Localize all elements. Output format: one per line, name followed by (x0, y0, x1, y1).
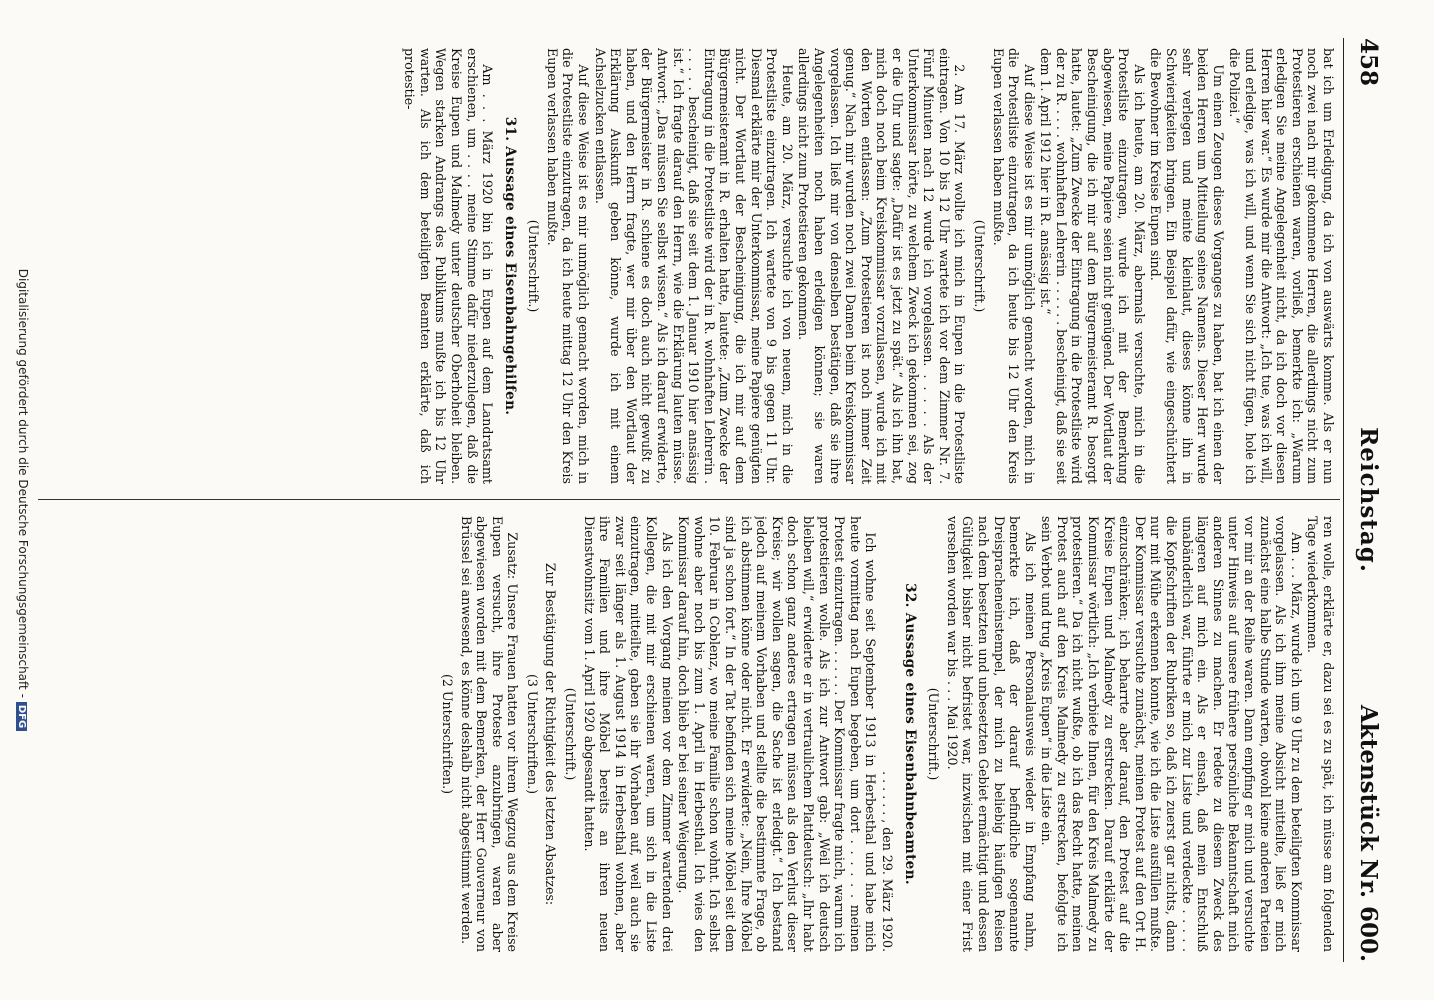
paragraph: Als ich den Vorgang meinen vor dem Zimmer wartenden drei Kollegen, die mit mir erschienen waren, um sich in die Liste einzutragen, mitteilte, gaben sie ihr Vorhaben auf, weil auch sie zwar seit länger als 1. August 1914 in Herbesthal wohnen, aber ihre Familien und ihre Möbel bereits an ihren neuen Dienstwohnsitz vom 1. April 1920 abgesandt hatten. (581, 516, 675, 952)
paragraph: Heute, am 20. März, versuchte ich von neuem, mich in die Protestliste einzutragen. Ich wartete von 9 bis gegen 11 Uhr. Diesmal erklärte mir der Unterkommissar, meine Papiere genügten nicht. Der Wortlaut der Bescheinigung, die ich mir auf dem Bürgermeisteramt in R. erhalten hatte, lautete: „Zum Zwecke der Eintragung in die Protestliste wird der in R. wohnhaften Lehrerin . . . . . . bescheinigt, daß sie seit dem 1. Januar 1910 hier ansässig ist.“ Ich fragte darauf den Herrn, wie die Erklärung lauten müsse. Antwort: „Das müssen Sie selbst wissen.“ Als ich darauf erwiderte, der Bürgermeister in R. schiene es doch auch nicht gewußt zu haben, und den Herrn fragte, wer mir über den Wortlaut der Erklärung Auskunft geben könne, wurde ich mit einem Achselzucken entlassen. (592, 48, 795, 484)
running-title: Reichstag. (1355, 427, 1382, 573)
paragraph: Als ich meinen Personalausweis wieder in Empfang nahm, bemerkte ich, daß der darauf befindliche sogenannte Dreispracheneinstempel, der mich zu beliebig häufigen Reisen nach dem besetzten und unbesetzten Gebiet ermächtigt und dessen Gültigkeit bisher nicht befristet war, inzwischen mit einer Frist versehen worden war bis . . . Mai 1920. (944, 516, 1038, 952)
paragraph: Zusatz: Unsere Frauen hatten vor ihrem Wegzug aus dem Kreise Eupen versucht, ihre Proteste anzubringen, waren aber abgewiesen worden mit dem Bemerken, der Herr Gouverneur von Brüssel sei anwesend, es könne deshalb nicht abgestimmt werden. (458, 516, 521, 952)
paragraph: Am . . . März 1920 bin ich in Eupen auf dem Landratsamt erschienen, um . . . . meine Stimme dafür niederzulegen, daß die Kreise Eupen und Malmedy unter deutscher Oberhoheit bleiben. Wegen starken Andrangs des Publikums mußte ich bis 12 Uhr warten. Als ich dem beteiligten Beamten erklärte, daß ich protestie- (402, 48, 496, 484)
right-column (36, 516, 1336, 952)
signature-note: (2 Unterschriften.) (439, 673, 455, 795)
paragraph: Als ich heute, am 20. März, abermals versuchte, mich in die Protestliste einzutragen, wurde ich mit der Bemerkung abgewiesen, meine Papiere seien nicht genügend. Der Wortlaut der Bescheinigung, die ich mir auf dem Bürgermeisteramt R. besorgt hatte, lautet: „Zum Zwecke der Eintragung in die Protestliste wird der zu R. . . . . wohnhaften Lehrerin . . . . . . bescheinigt, daß sie seit dem 1. April 1912 hier in R. ansässig ist.“ (1038, 48, 1147, 484)
paragraph: Um einen Zeugen dieses Vorganges zu haben, bat ich einen der beiden Herren um Mitteilung seines Namens. Dieser Herr wurde sehr verlegen und meinte kleinlaut, dieses könne ihn in Schwierigkeiten bringen. Ein Beispiel dafür, wie eingeschüchtert die Bewohner im Kreise Eupen sind. (1148, 48, 1226, 484)
paragraph: Auf diese Weise ist es mir unmöglich gemacht worden, mich in die Protestliste einzutragen, da ich heute bis 12 Uhr den Kreis Eupen verlassen haben mußte. (990, 48, 1037, 484)
page-number: 458 (1355, 38, 1382, 87)
section-heading: 31. Aussage eines Eisenbahngehilfen. (501, 116, 518, 416)
section-heading: 32. Aussage eines Eisenbahnbeamten. (901, 583, 918, 885)
paragraph: Auf diese Weise ist es mir unmöglich gemacht worden, mich in die Protestliste einzutragen, da ich heute mittag 12 Uhr den Kreis Eupen verlassen haben mußte. (544, 48, 592, 484)
left-column (36, 48, 1336, 484)
digitization-text: Digitalisierung gefördert durch die Deutsche Forschungsgemeinschaft - (16, 268, 30, 698)
document-number: Aktenstück Nr. 600. (1355, 704, 1382, 962)
signature-note: (Unterschrift.) (526, 219, 542, 313)
dfg-logo: DFG (16, 702, 27, 731)
paragraph: Ich wohne seit September 1913 in Herbesthal und habe mich heute vormittag nach Eupen begeben, um dort . . . . . . meinen Protest einzutragen. . . . . . . Der Kommissar fragte mich, warum ich protestieren wolle. Als ich zur Antwort gab: „Weil ich deutsch bleiben will,“ erwiderte er in vertraulichem Plattdeutsch: „Ihr habt doch schon ganz anderes ertragen müssen als den Verlust dieser Kreise; wir wollen sagen, die Sache ist erledigt.“ Ich bestand jedoch auf meinem Vorhaben und stellte die bestimmte Frage, ob ich abstimmen könne oder nicht. Er erwiderte: „Nein, Ihre Möbel sind ja schon fort.“ In der Tat befinden sich meine Möbel seit dem 10. Februar in Coblenz, wo meine Familie schon wohnt. Ich selbst wohne aber noch bis zum 1. April in Herbesthal. Ich wies den Kommissar darauf hin, doch blieb er bei seiner Weigerung. (676, 516, 879, 952)
dateline: . . . . . . , den 29. März 1920. (879, 771, 895, 952)
column-separator (38, 499, 1340, 500)
header-rule (1343, 38, 1344, 962)
digitization-note (16, 0, 30, 1000)
signature-note: (3 Unterschriften.) (524, 673, 540, 795)
signature-note: (Unterschrift.) (971, 219, 987, 313)
paragraph: bat ich um Erledigung, da ich von auswärts komme. Als er nun noch zwei nach mir gekommene Herren, die allerdings nicht zum Protestieren erschienen waren, vorließ, bemerkte ich: „Warum erledigen Sie meine Angelegenheit nicht, da ich doch vor diesen Herren hier war.“ Es wurde mir die Antwort: „Ich tue, was ich will, und erledige, was ich will, und wenn Sie sich nicht fügen, hole ich die Polizei.“ (1227, 48, 1336, 484)
paragraph: ren wolle, erklärte er, dazu sei es zu spät, ich müsse am folgenden Tage wiederkommen. (1305, 516, 1336, 952)
signature-note: (Unterschrift.) (563, 687, 579, 781)
confirmation-line: Zur Bestätigung der Richtigkeit des letzten Absatzes: (543, 562, 559, 906)
page-header (1348, 38, 1382, 962)
signature-note: (Unterschrift.) (926, 687, 942, 781)
paragraph: 2. Am 17. März wollte ich mich in Eupen in die Protestliste eintragen. Von 10 bis 12 Uhr wartete ich vor dem Zimmer Nr. 7. Fünf Minuten nach 12 wurde ich vorgelassen. . . . . . Als der Unterkommissar hörte, zu welchem Zweck ich gekommen sei, zog er die Uhr und sagte: „Dafür ist es jetzt zu spät.“ Als ich ihn bat, mich doch noch beim Kreiskommissar vorzulassen, wurde ich mit den Worten entlassen: „Zum Protestieren ist noch immer Zeit genug.“ Nach mir wurden noch zwei Damen beim Kreiskommissar vorgelassen. Ich ließ mir von denselben bestätigen, daß sie ihre Angelegenheiten noch haben erledigen können; sie waren allerdings nicht zum Protestieren gekommen. (796, 48, 968, 484)
paragraph: Am . . . März, wurde ich um 9 Uhr zu dem beteiligten Kommissar vorgelassen. Als ich ihm meine Absicht mitteilte, ließ er mich zunächst eine halbe Stunde warten, obwohl keine anderen Parteien vor mir an der Reihe waren. Dann empfing er mich und versuchte unter Hinweis auf unsere frühere persönliche Bekanntschaft mich anderen Sinnes zu machen. Er redete zu diesem Zweck des längeren auf mich ein. Als er einsah, daß mein Entschluß unabänderlich war, führte er mich zur Liste und verdeckte . . . . . die Kopfschriften der Rubriken so, daß ich zuerst gar nichts, dann nur mit Mühe erkennen konnte, wie ich die Liste ausfüllen mußte. Der Kommissar versuchte zunächst, meinen Protest auf den Ort H. einzuschränken; ich beharrte aber darauf, den Protest auf die Kreise Eupen und Malmedy zu erstrecken. Darauf erklärte der Kommissar wörtlich: „Ich verbiete Ihnen, für den Kreis Malmedy zu protestieren.“ Da ich nicht wußte, ob ich das Recht hatte, meinen Protest auch auf den Kreis Malmedy zu erstrecken, befolgte ich sein Verbot und trug „Kreis Eupen“ in die Liste ein. (1039, 516, 1304, 952)
